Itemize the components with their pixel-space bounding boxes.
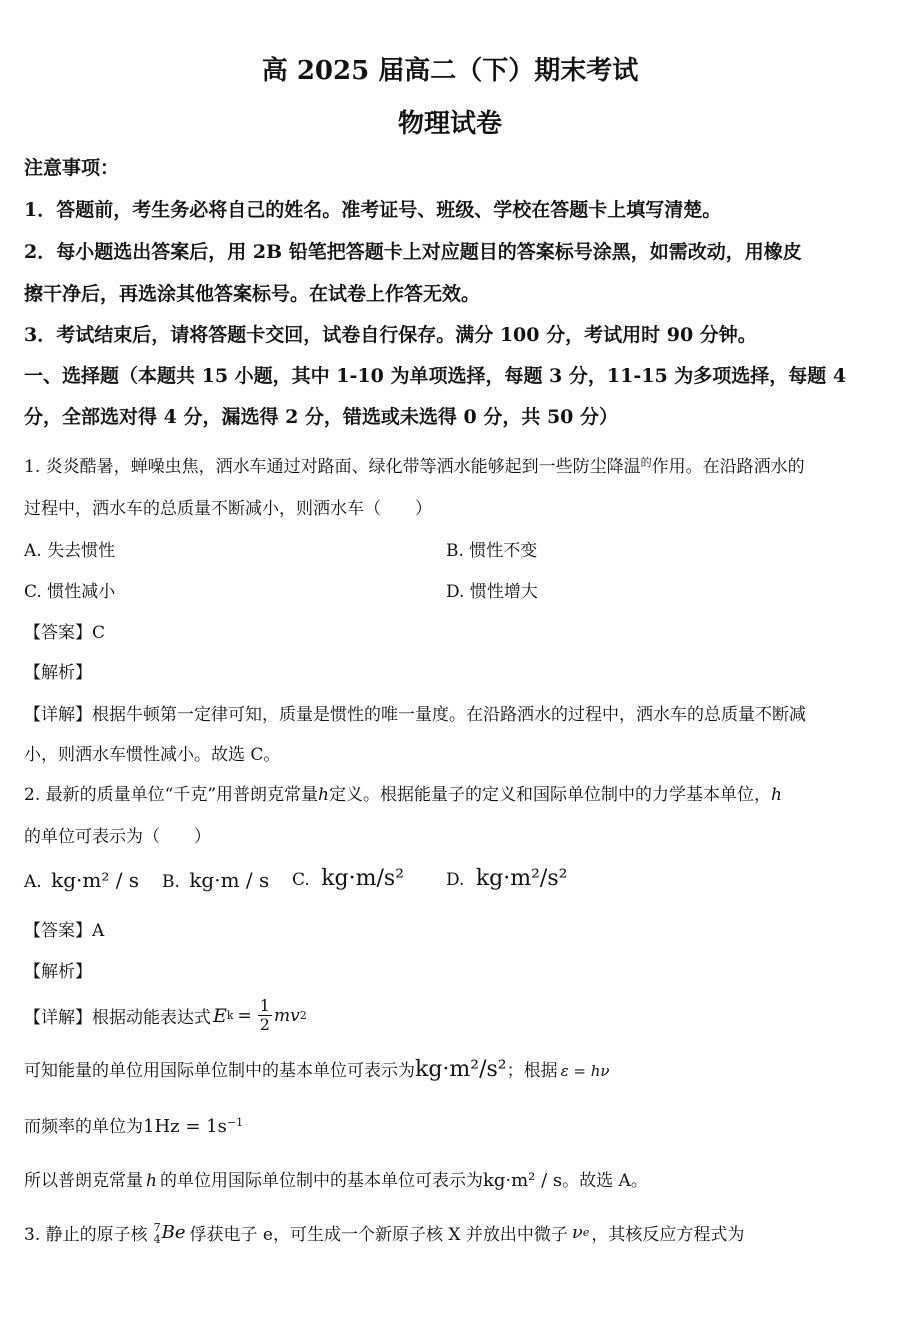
- q2-option-c: [292, 866, 404, 891]
- q2-final-text-c: 。故选 A。: [562, 1171, 648, 1191]
- q3-nucleus-notation: [148, 1220, 162, 1246]
- q2-final-h: h: [146, 1171, 157, 1191]
- q2-mv-exponent: 2: [299, 1009, 307, 1022]
- q2-option-c-label: C.: [292, 870, 310, 890]
- q2-mv: mv: [273, 1005, 300, 1026]
- q3-stem-line-1: 3. 静止的原子核 7 4 Be 俘获电子 e，可生成一个新原子核 X 并放出中微子 ν e ，其核反应方程式为: [24, 1220, 745, 1246]
- exam-subtitle: 物理试卷: [397, 109, 502, 139]
- q1-option-b: B. 惯性不变: [446, 541, 538, 561]
- notice-item-2-line-1: 2．每小题选出答案后，用 2B 铅笔把答题卡上对应题目的答案标号涂黑，如需改动，用橡皮: [24, 241, 802, 263]
- q2-detail-energy-formula: 【详解】根据动能表达式 E k = $\frac{1}{2}$ mv 2: [24, 996, 307, 1034]
- q2-equals: =: [237, 1005, 252, 1026]
- q2-analysis-label: 【解析】: [24, 962, 92, 982]
- q2-freq-text: 而频率的单位为: [24, 1117, 143, 1137]
- q3-stem-part-a: 3. 静止的原子核: [24, 1225, 148, 1245]
- q2-option-b-value: kg·m / s: [189, 868, 270, 892]
- section-heading-line-1: 一、选择题（本题共 15 小题，其中 1-10 为单项选择，每题 3 分，11-15 为多项选择，每题 4: [24, 365, 847, 387]
- q1-stem-line-2: 过程中，洒水车的总质量不断减小，则洒水车（ ）: [24, 499, 432, 519]
- q3-nucleus-symbol: Be: [161, 1222, 186, 1243]
- q2-fraction-denominator: 2: [259, 1015, 270, 1034]
- q1-option-c: C. 惯性减小: [24, 582, 116, 602]
- q2-stem-part-b: 定义。根据能量子的定义和国际单位制中的力学基本单位，: [328, 785, 771, 805]
- q3-neutrino-symbol: ν: [571, 1222, 583, 1243]
- q1-option-a: A. 失去惯性: [24, 541, 116, 561]
- q2-stem-part-a: 2. 最新的质量单位“千克”用普朗克常量: [24, 785, 319, 805]
- q1-stem-part-b: 作用。在沿路洒水的: [651, 457, 805, 477]
- q2-option-d-label: D.: [446, 870, 465, 890]
- q2-freq-exponent: −1: [226, 1116, 244, 1129]
- notice-item-3: 3．考试结束后，请将答题卡交回，试卷自行保存。满分 100 分，考试用时 90 分钟。: [24, 324, 757, 346]
- q2-option-b: [162, 868, 269, 892]
- q1-stem-part-a: 1. 炎炎酷暑，蝉噪虫焦，洒水车通过对路面、绿化带等洒水能够起到一些防尘降温: [24, 457, 641, 477]
- q2-detail-energy-unit: [24, 1056, 610, 1082]
- q2-option-d: [446, 866, 567, 891]
- q2-stem-line-1: [24, 780, 782, 805]
- q2-answer: 【答案】A: [24, 921, 105, 941]
- notice-item-2-line-2: 擦干净后，再选涂其他答案标号。在试卷上作答无效。: [24, 283, 481, 305]
- q2-energy-quantum-eq: ε = hν: [560, 1062, 610, 1080]
- q2-option-c-value: kg·m/s²: [321, 866, 405, 891]
- q2-detail-frequency: [24, 1112, 243, 1137]
- q1-stem-line-1: [24, 452, 805, 477]
- q2-option-b-label: B.: [162, 872, 180, 892]
- notice-item-1: 1．答题前，考生务必将自己的姓名。准考证号、班级、学校在答题卡上填写清楚。: [24, 199, 722, 221]
- q2-energy-unit: kg·m²/s²: [415, 1057, 507, 1082]
- q2-fraction-half: [258, 997, 272, 1034]
- q2-energy-text-b: ；根据: [506, 1061, 558, 1081]
- notice-heading: 注意事项：: [24, 157, 120, 179]
- section-heading-line-2: 分，全部选对得 4 分，漏选得 2 分，错选或未选得 0 分，共 50 分）: [24, 406, 619, 428]
- q2-energy-text-a: 可知能量的单位用国际单位制中的基本单位可表示为: [24, 1061, 415, 1081]
- exam-title: 高 2025 届高二（下）期末考试: [261, 56, 639, 86]
- q2-detail-prefix: 【详解】根据动能表达式: [24, 1008, 211, 1028]
- q2-option-d-value: kg·m²/s²: [475, 866, 568, 891]
- q2-final-unit: kg·m² / s: [482, 1170, 563, 1191]
- q3-charge-number: 4: [153, 1232, 161, 1246]
- q3-mass-number: 7: [153, 1220, 161, 1234]
- q2-freq-value: 1Hz = 1s: [143, 1116, 227, 1137]
- q3-stem-part-c: ，其核反应方程式为: [591, 1225, 745, 1245]
- q2-option-a-value: kg·m² / s: [51, 868, 140, 892]
- q2-option-a: [24, 868, 139, 892]
- q2-fraction-numerator: 1: [259, 996, 270, 1015]
- q1-answer: 【答案】C: [24, 623, 106, 643]
- q2-option-a-label: A.: [24, 872, 42, 892]
- q2-stem-h-2: h: [770, 785, 782, 805]
- q2-stem-h: h: [318, 785, 329, 805]
- q1-analysis-label: 【解析】: [24, 663, 92, 683]
- q1-detail-line-1: 【详解】根据牛顿第一定律可知，质量是惯性的唯一量度。在沿路洒水的过程中，洒水车的总质量不断减: [24, 705, 806, 725]
- q1-option-d: D. 惯性增大: [446, 582, 538, 602]
- q1-detail-line-2: 小，则洒水车惯性减小。故选 C。: [24, 745, 281, 765]
- q2-ek-symbol: E: [213, 1004, 227, 1027]
- q2-stem-line-2: 的单位可表示为（ ）: [24, 827, 211, 847]
- q3-stem-part-b: 俘获电子 e，可生成一个新原子核 X 并放出中微子: [189, 1225, 568, 1245]
- q2-final-text-b: 的单位用国际单位制中的基本单位可表示为: [159, 1171, 483, 1191]
- q1-stem-de: 的: [640, 456, 652, 469]
- q2-detail-conclusion: [24, 1166, 648, 1191]
- q2-final-text-a: 所以普朗克常量: [24, 1171, 143, 1191]
